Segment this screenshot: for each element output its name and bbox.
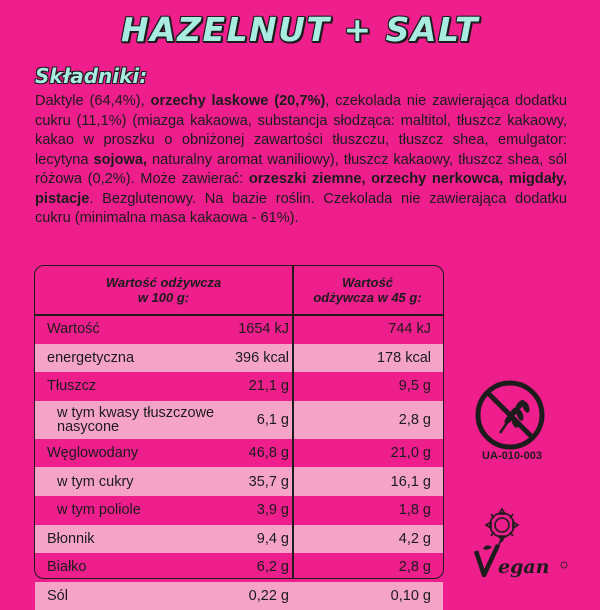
ingredient-segment: naturalny aromat waniliowy), tłuszcz kakaowy, tłuszcz shea, sól różowa (0,2%). Może zawierać: — [35, 151, 567, 187]
header-per-100g-label: Wartość odżywcza w 100 g: — [105, 275, 222, 305]
nutrient-label: Sól — [47, 588, 68, 605]
ingredient-segment: . Bezglutenowy. Na bazie roślin. Czekolada nie zawierająca dodatku cukru (minimalna masa kakaowa - 61%). — [35, 190, 567, 226]
value-per-100g: 21,1 g — [248, 378, 289, 395]
ingredients-text — [35, 92, 567, 229]
vegan-logo-icon — [468, 505, 572, 580]
nutrition-row — [35, 496, 443, 525]
nutrition-row — [35, 344, 443, 373]
nutrient-label: Białko — [47, 559, 87, 576]
nutrition-row — [35, 439, 443, 468]
nutrient-label: Wartość — [47, 321, 100, 338]
nutrition-row — [35, 372, 443, 401]
nutrition-row — [35, 315, 443, 344]
nutrient-label: Węglowodany — [47, 445, 139, 462]
nutrition-table-header — [35, 266, 443, 314]
header-per-45g-label: Wartość odżywcza w 45 g: — [313, 275, 422, 305]
nutrition-row — [35, 553, 443, 582]
value-per-45g: 4,2 g — [398, 530, 431, 547]
nutrient-label: Błonnik — [47, 530, 95, 547]
value-per-45g: 178 kcal — [376, 349, 431, 366]
ingredients-heading: Składniki: — [35, 64, 148, 88]
nutrition-row — [35, 467, 443, 496]
value-per-45g: 744 kJ — [388, 321, 431, 338]
value-per-100g: 3,9 g — [256, 502, 289, 519]
gluten-free-icon — [470, 375, 550, 455]
ingredient-highlight: orzechy laskowe (20,7%) — [150, 93, 326, 109]
ingredient-segment: , czekolada nie zawierająca dodatku cukru (11,1%) (miazga kakaowa, substancja słodząca: maltitol, tłuszcz kakaowy, kakao w proszku o obniżonej zawartości tłuszczu, tłuszcz shea, emulgator: lecytyna — [35, 93, 567, 168]
nutrient-label: w tym cukry — [57, 473, 134, 490]
header-divider — [35, 314, 443, 316]
value-per-100g: 35,7 g — [248, 473, 289, 490]
ingredient-segment: Daktyle (64,4%), — [35, 93, 151, 109]
header-per-100g — [35, 266, 292, 314]
value-per-45g: 2,8 g — [398, 411, 431, 428]
nutrient-label: Tłuszcz — [47, 378, 97, 395]
svg-text:egan: egan — [498, 556, 550, 578]
value-per-100g: 0,22 g — [248, 588, 289, 605]
nutrition-table — [34, 265, 444, 605]
nutrient-label: energetyczna — [47, 349, 135, 366]
column-divider — [292, 266, 294, 578]
nutrition-row — [35, 401, 443, 439]
value-per-100g: 6,2 g — [256, 559, 289, 576]
product-title: HAZELNUT + SALT — [120, 10, 480, 49]
ingredient-highlight: sojowa, — [93, 151, 148, 168]
nutrient-label: w tym poliole — [57, 502, 141, 519]
value-per-100g: 1654 kJ — [238, 321, 289, 338]
nutrition-row — [35, 525, 443, 554]
gluten-free-code: UA-010-003 — [482, 450, 542, 462]
nutrient-label: w tym kwasy tłuszczowe nasycone — [57, 404, 215, 435]
value-per-100g: 6,1 g — [256, 411, 289, 428]
value-per-45g: 0,10 g — [390, 588, 431, 605]
value-per-100g: 9,4 g — [256, 530, 289, 547]
value-per-100g: 396 kcal — [234, 349, 289, 366]
value-per-45g: 16,1 g — [390, 473, 431, 490]
value-per-45g: 1,8 g — [398, 502, 431, 519]
value-per-45g: 2,8 g — [398, 559, 431, 576]
value-per-45g: 9,5 g — [398, 378, 431, 395]
value-per-100g: 46,8 g — [248, 445, 289, 462]
nutrition-row — [35, 582, 443, 610]
ingredient-highlight: orzeszki ziemne, orzechy nerkowca, migdały, pistacje — [35, 171, 567, 207]
value-per-45g: 21,0 g — [390, 445, 431, 462]
header-per-45g — [292, 266, 443, 314]
